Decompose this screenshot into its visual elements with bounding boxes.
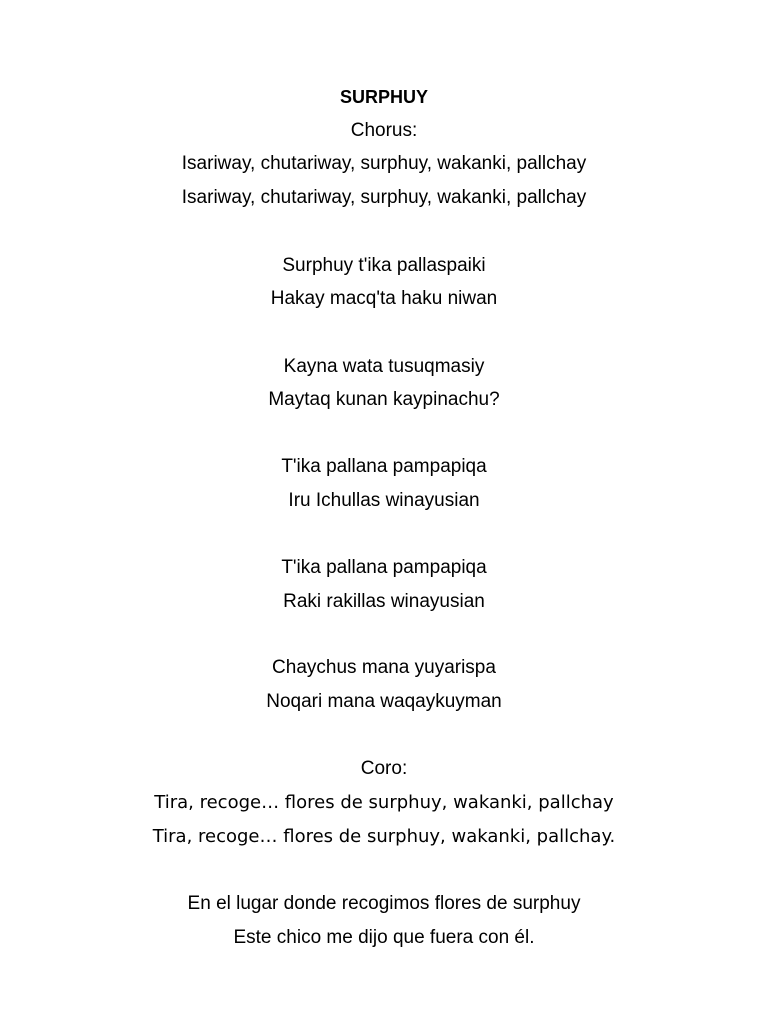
coro-line: Tira, recoge… flores de surphuy, wakanki, pallchay: [154, 792, 614, 813]
final-verse-line: Este chico me dijo que fuera con él.: [233, 927, 535, 948]
chorus-label: Chorus:: [350, 120, 418, 141]
verse-line: Iru Ichullas winayusian: [288, 490, 480, 511]
final-verse-line: En el lugar donde recogimos flores de surphuy: [187, 893, 581, 914]
chorus-line: Isariway, chutariway, surphuy, wakanki, pallchay: [181, 153, 587, 174]
verse-line: Kayna wata tusuqmasiy: [283, 356, 485, 377]
coro-label: Coro:: [360, 758, 408, 779]
verse-line: Noqari mana waqaykuyman: [266, 691, 502, 712]
coro-line: Tira, recoge… flores de surphuy, wakanki, pallchay.: [152, 826, 616, 847]
verse-line: Raki rakillas winayusian: [283, 591, 485, 612]
song-title: SURPHUY: [339, 87, 428, 107]
chorus-line: Isariway, chutariway, surphuy, wakanki, pallchay: [181, 187, 587, 208]
verse-line: T'ika pallana pampapiqa: [281, 456, 487, 477]
verse-line: Chaychus mana yuyarispa: [272, 657, 496, 678]
verse-line: Surphuy t'ika pallaspaiki: [282, 255, 486, 276]
verse-line: T'ika pallana pampapiqa: [281, 557, 487, 578]
verse-line: Hakay macq'ta haku niwan: [270, 288, 498, 309]
verse-line: Maytaq kunan kaypinachu?: [268, 389, 500, 410]
